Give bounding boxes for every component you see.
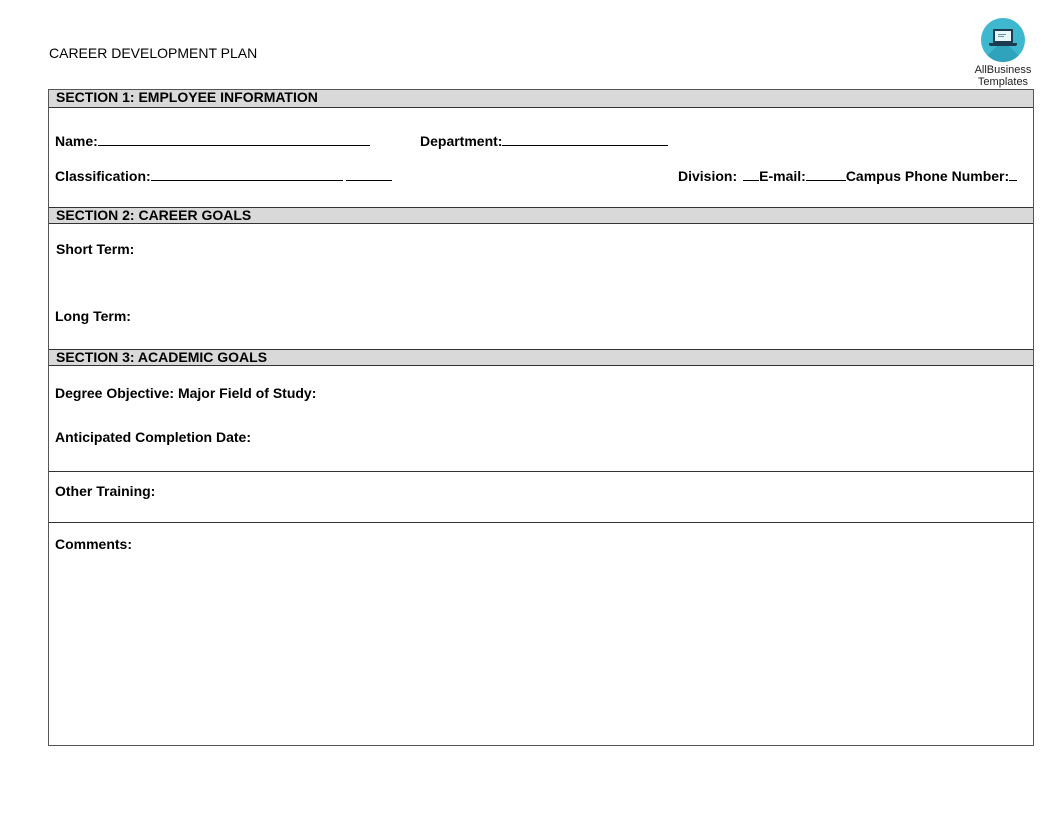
classification-field[interactable] — [55, 166, 392, 184]
other-training-label: Other Training: — [55, 483, 156, 499]
campus-phone-label: Campus Phone Number: — [845, 168, 1010, 184]
degree-objective-label: Degree Objective: Major Field of Study: — [55, 385, 317, 401]
department-input-line[interactable] — [502, 131, 668, 146]
classification-input-line-2[interactable] — [346, 166, 392, 181]
classification-input-line[interactable] — [151, 166, 343, 181]
document-title: CAREER DEVELOPMENT PLAN — [49, 45, 258, 61]
completion-date-label: Anticipated Completion Date: — [55, 429, 252, 445]
department-label: Department: — [420, 133, 503, 149]
email-label: E-mail: — [759, 168, 806, 184]
allbusiness-templates-logo — [966, 18, 1040, 88]
name-label: Name: — [55, 133, 98, 149]
section-1-header: SECTION 1: EMPLOYEE INFORMATION — [49, 90, 1033, 108]
division-label: Division: — [678, 168, 738, 184]
short-term-label: Short Term: — [56, 241, 135, 257]
long-term-label: Long Term: — [55, 308, 131, 324]
email-input-line[interactable] — [806, 166, 846, 181]
division-input-line[interactable] — [743, 166, 759, 181]
divider-other-training — [49, 471, 1033, 472]
logo-text-line2: Templates — [977, 76, 1029, 88]
form-frame — [48, 89, 1034, 746]
section-2-header: SECTION 2: CAREER GOALS — [49, 207, 1033, 224]
section-3-header: SECTION 3: ACADEMIC GOALS — [49, 349, 1033, 366]
logo-text-line1: AllBusiness — [974, 64, 1032, 76]
name-field[interactable] — [55, 131, 370, 149]
division-email-phone-fields — [678, 166, 1017, 184]
divider-comments — [49, 522, 1033, 523]
laptop-icon — [981, 18, 1025, 62]
classification-label: Classification: — [55, 168, 151, 184]
name-input-line[interactable] — [98, 131, 370, 146]
campus-phone-input-line[interactable] — [1009, 166, 1017, 181]
department-field[interactable] — [420, 131, 668, 149]
comments-label: Comments: — [55, 536, 133, 552]
